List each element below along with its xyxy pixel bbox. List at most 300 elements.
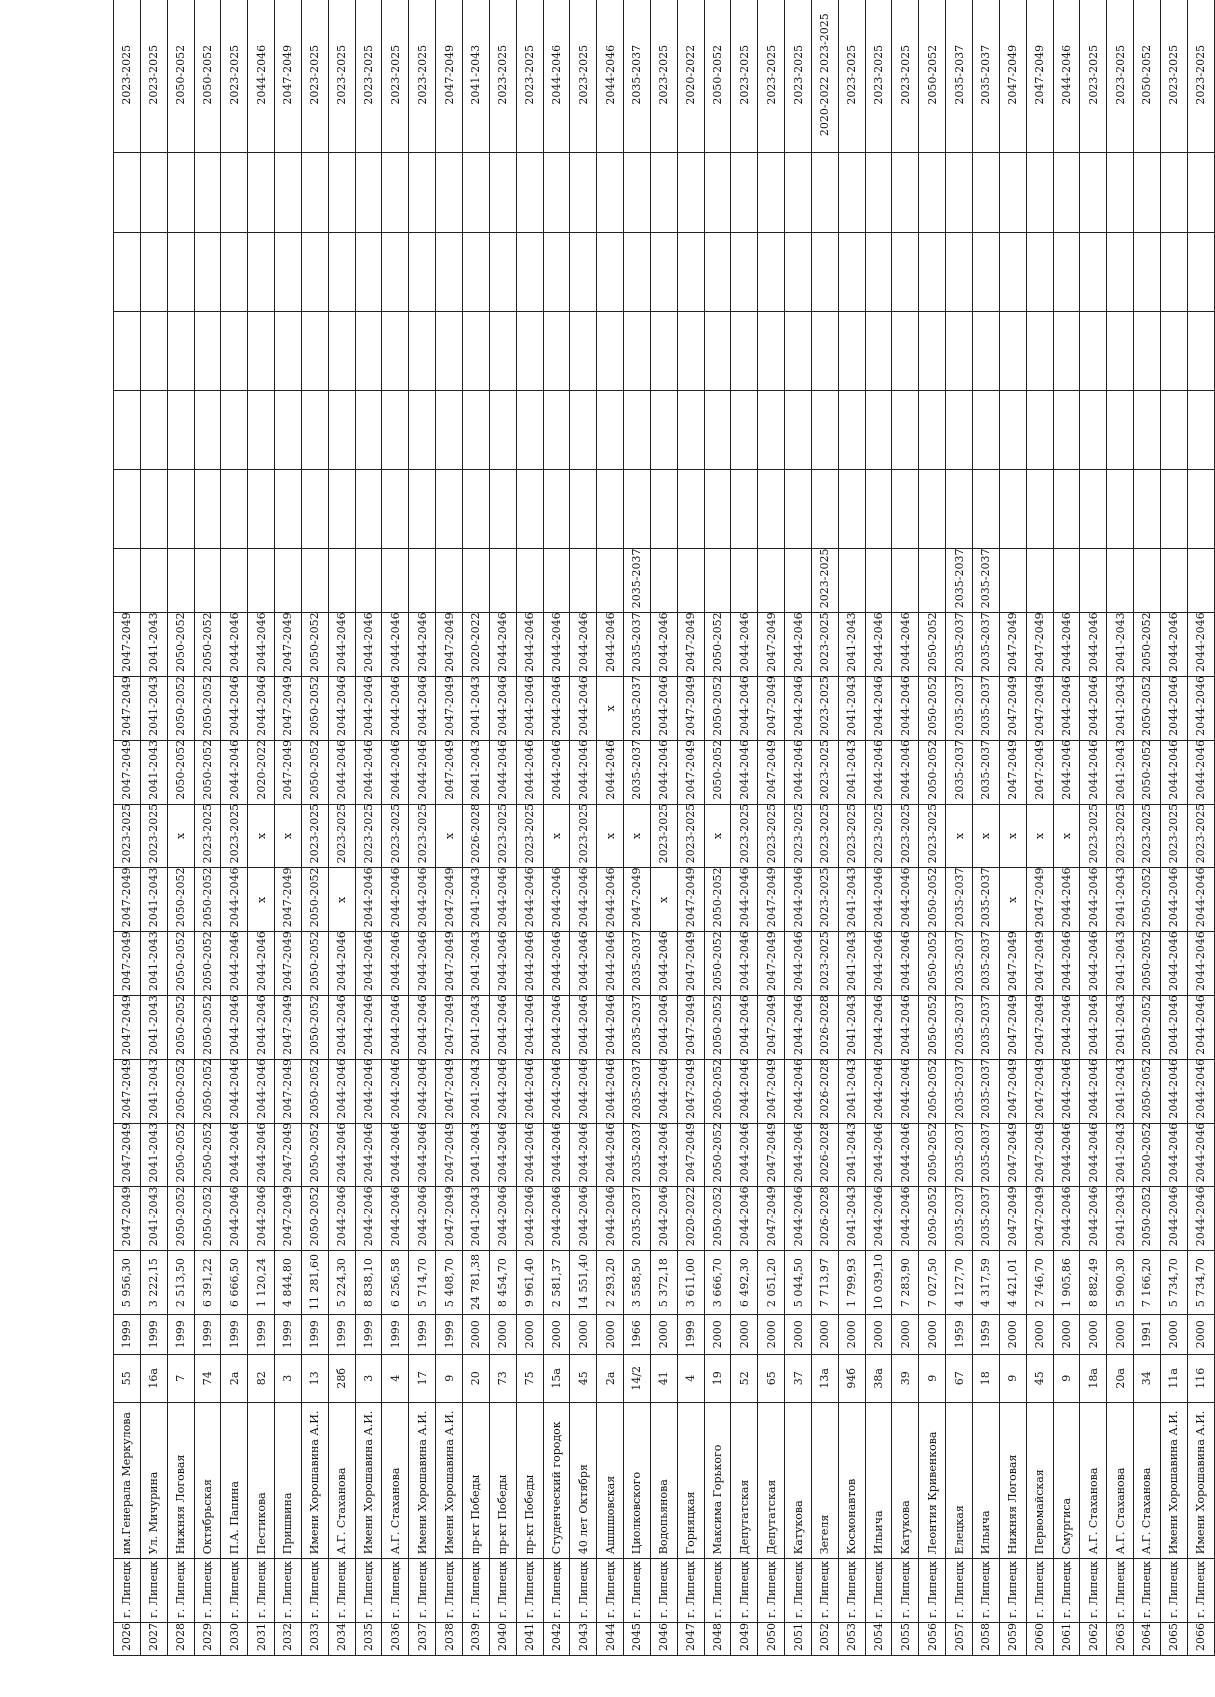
table-row (946, 0, 973, 1656)
period-cell-4: 2050-2052 (919, 996, 946, 1060)
period-cell-14 (301, 311, 328, 390)
period-cell-10: 2050-2052 (919, 613, 946, 677)
final-period-cell: 2023-2025 (114, 0, 141, 153)
period-cell-7: x (167, 804, 194, 868)
year-cell: 2000 (758, 1315, 785, 1355)
period-cell-16 (650, 153, 677, 232)
period-cell-9: 2044-2046 (382, 677, 409, 741)
street-cell: Ул. Мичурина (140, 1402, 167, 1558)
period-cell-9: 2041-2043 (838, 677, 865, 741)
period-cell-15 (677, 232, 704, 311)
year-cell: 1999 (436, 1315, 463, 1355)
period-cell-4: 2047-2049 (758, 996, 785, 1060)
period-cell-4: 2044-2046 (409, 996, 436, 1060)
final-period-cell: 2050-2052 (167, 0, 194, 153)
period-cell-12 (114, 470, 141, 549)
house-number-cell: 9 (1053, 1354, 1080, 1402)
area-cell: 2 746,70 (1026, 1251, 1053, 1315)
period-cell-3: 2041-2043 (140, 1059, 167, 1123)
period-cell-13 (436, 391, 463, 470)
period-cell-3: 2044-2046 (597, 1059, 624, 1123)
period-cell-4: 2044-2046 (570, 996, 597, 1060)
period-cell-2: 2044-2046 (516, 1123, 543, 1187)
area-cell: 4 127,70 (946, 1251, 973, 1315)
house-number-cell: 13 (301, 1354, 328, 1402)
period-cell-13 (167, 391, 194, 470)
row-number: 2028 (167, 1623, 194, 1656)
period-cell-10: 2041-2043 (140, 613, 167, 677)
period-cell-1: 2026-2028 (811, 1187, 838, 1251)
year-cell: 1999 (328, 1315, 355, 1355)
period-cell-12 (516, 470, 543, 549)
table-row (1053, 0, 1080, 1656)
period-cell-6: x (650, 868, 677, 932)
final-period-cell: 2023-2025 (1107, 0, 1134, 153)
period-cell-5: 2023-2025 (811, 932, 838, 996)
period-cell-7: 2023-2025 (919, 804, 946, 868)
period-cell-3: 2044-2046 (1053, 1059, 1080, 1123)
period-cell-6: x (328, 868, 355, 932)
period-cell-14 (489, 311, 516, 390)
final-period-cell: 2023-2025 (865, 0, 892, 153)
period-cell-2: 2044-2046 (328, 1123, 355, 1187)
period-cell-6: 2044-2046 (597, 868, 624, 932)
period-cell-2: 2050-2052 (1134, 1123, 1161, 1187)
house-number-cell: 18 (973, 1354, 1000, 1402)
period-cell-3: 2050-2052 (167, 1059, 194, 1123)
table-row (973, 0, 1000, 1656)
period-cell-12 (838, 470, 865, 549)
period-cell-5: 2041-2043 (140, 932, 167, 996)
period-cell-16 (946, 153, 973, 232)
period-cell-10: 2050-2052 (704, 613, 731, 677)
period-cell-3: 2044-2046 (650, 1059, 677, 1123)
period-cell-10: 2050-2052 (194, 613, 221, 677)
period-cell-13 (785, 391, 812, 470)
period-cell-16 (919, 153, 946, 232)
final-period-cell: 2035-2037 (973, 0, 1000, 153)
year-cell: 2000 (999, 1315, 1026, 1355)
row-number: 2031 (248, 1623, 275, 1656)
period-cell-8: 2044-2046 (221, 740, 248, 804)
period-cell-13 (570, 391, 597, 470)
period-cell-9: 2044-2046 (650, 677, 677, 741)
period-cell-11 (1160, 549, 1187, 613)
period-cell-1: 2050-2052 (1134, 1187, 1161, 1251)
area-cell: 4 844,80 (275, 1251, 302, 1315)
period-cell-8: 2035-2037 (946, 740, 973, 804)
period-cell-7: 2023-2025 (355, 804, 382, 868)
period-cell-16 (140, 153, 167, 232)
final-period-cell: 2041-2043 (462, 0, 489, 153)
period-cell-11 (650, 549, 677, 613)
final-period-cell: 2044-2046 (543, 0, 570, 153)
area-cell: 8 838,10 (355, 1251, 382, 1315)
row-number: 2065 (1160, 1623, 1187, 1656)
period-cell-1: 2047-2049 (114, 1187, 141, 1251)
row-number: 2033 (301, 1623, 328, 1656)
period-cell-5: 2050-2052 (919, 932, 946, 996)
period-cell-8: 2044-2046 (328, 740, 355, 804)
period-cell-14 (382, 311, 409, 390)
period-cell-7: 2023-2025 (194, 804, 221, 868)
period-cell-9: 2047-2049 (436, 677, 463, 741)
period-cell-7: 2023-2025 (1187, 804, 1214, 868)
period-cell-13 (462, 391, 489, 470)
period-cell-9: 2041-2043 (140, 677, 167, 741)
period-cell-15 (1026, 232, 1053, 311)
row-number: 2038 (436, 1623, 463, 1656)
area-cell: 4 421,01 (999, 1251, 1026, 1315)
period-cell-11 (436, 549, 463, 613)
period-cell-9: x (597, 677, 624, 741)
period-cell-13 (355, 391, 382, 470)
period-cell-5: 2044-2046 (785, 932, 812, 996)
period-cell-12 (731, 470, 758, 549)
period-cell-13 (140, 391, 167, 470)
period-cell-10: 2044-2046 (597, 613, 624, 677)
city-cell: г. Липецк (355, 1559, 382, 1623)
period-cell-3: 2041-2043 (838, 1059, 865, 1123)
period-cell-13 (248, 391, 275, 470)
period-cell-7: 2023-2025 (409, 804, 436, 868)
period-cell-4: 2041-2043 (462, 996, 489, 1060)
period-cell-11 (516, 549, 543, 613)
year-cell: 1999 (140, 1315, 167, 1355)
period-cell-11 (1107, 549, 1134, 613)
period-cell-4: 2050-2052 (704, 996, 731, 1060)
period-cell-11 (1026, 549, 1053, 613)
street-cell: Имени Хорошавина А.И. (1160, 1402, 1187, 1558)
period-cell-1: 2050-2052 (301, 1187, 328, 1251)
period-cell-10: 2047-2049 (275, 613, 302, 677)
period-cell-1: 2035-2037 (973, 1187, 1000, 1251)
period-cell-3: 2047-2049 (758, 1059, 785, 1123)
period-cell-5: 2044-2046 (516, 932, 543, 996)
street-cell: Нижняя Логовая (999, 1402, 1026, 1558)
house-number-cell: 4 (677, 1354, 704, 1402)
period-cell-12 (140, 470, 167, 549)
period-cell-11 (1134, 549, 1161, 613)
period-cell-2: 2047-2049 (114, 1123, 141, 1187)
city-cell: г. Липецк (946, 1559, 973, 1623)
year-cell: 1991 (1134, 1315, 1161, 1355)
housing-repair-schedule-table (113, 0, 1215, 1656)
period-cell-10: 2035-2037 (946, 613, 973, 677)
period-cell-2: 2044-2046 (355, 1123, 382, 1187)
street-cell: А.Г. Стаханова (1134, 1402, 1161, 1558)
period-cell-16 (1026, 153, 1053, 232)
period-cell-11 (785, 549, 812, 613)
period-cell-12 (355, 470, 382, 549)
house-number-cell: 20а (1107, 1354, 1134, 1402)
house-number-cell: 38а (865, 1354, 892, 1402)
period-cell-16 (570, 153, 597, 232)
year-cell: 1999 (248, 1315, 275, 1355)
period-cell-2: 2044-2046 (892, 1123, 919, 1187)
period-cell-15 (624, 232, 651, 311)
area-cell: 3 666,70 (704, 1251, 731, 1315)
rotated-table-page (113, 0, 1215, 1656)
final-period-cell: 2023-2025 (758, 0, 785, 153)
period-cell-2: 2047-2049 (758, 1123, 785, 1187)
period-cell-14 (140, 311, 167, 390)
period-cell-4: 2044-2046 (1080, 996, 1107, 1060)
period-cell-13 (811, 391, 838, 470)
period-cell-6: 2044-2046 (543, 868, 570, 932)
period-cell-2: 2044-2046 (1053, 1123, 1080, 1187)
period-cell-4: 2044-2046 (597, 996, 624, 1060)
area-cell: 7 713,97 (811, 1251, 838, 1315)
period-cell-15 (194, 232, 221, 311)
house-number-cell: 9 (436, 1354, 463, 1402)
street-cell: Имени Хорошавина А.И. (355, 1402, 382, 1558)
period-cell-4: 2026-2028 (811, 996, 838, 1060)
period-cell-5: 2047-2049 (677, 932, 704, 996)
period-cell-2: 2041-2043 (140, 1123, 167, 1187)
period-cell-7: 2023-2025 (114, 804, 141, 868)
period-cell-14 (1053, 311, 1080, 390)
period-cell-1: 2041-2043 (140, 1187, 167, 1251)
city-cell: г. Липецк (140, 1559, 167, 1623)
area-cell: 2 051,20 (758, 1251, 785, 1315)
street-cell: Первомайская (1026, 1402, 1053, 1558)
period-cell-6: 2044-2046 (1080, 868, 1107, 932)
period-cell-1: 2044-2046 (248, 1187, 275, 1251)
city-cell: г. Липецк (543, 1559, 570, 1623)
final-period-cell: 2047-2049 (999, 0, 1026, 153)
period-cell-6: 2050-2052 (1134, 868, 1161, 932)
period-cell-1: 2044-2046 (570, 1187, 597, 1251)
period-cell-4: 2050-2052 (1134, 996, 1161, 1060)
period-cell-15 (892, 232, 919, 311)
row-number: 2061 (1053, 1623, 1080, 1656)
period-cell-3: 2044-2046 (1187, 1059, 1214, 1123)
period-cell-8: 2044-2046 (650, 740, 677, 804)
period-cell-16 (1053, 153, 1080, 232)
period-cell-14 (677, 311, 704, 390)
period-cell-6: 2050-2052 (919, 868, 946, 932)
period-cell-1: 2044-2046 (1160, 1187, 1187, 1251)
period-cell-11 (140, 549, 167, 613)
year-cell: 2000 (731, 1315, 758, 1355)
period-cell-6: 2044-2046 (516, 868, 543, 932)
city-cell: г. Липецк (301, 1559, 328, 1623)
period-cell-11 (1053, 549, 1080, 613)
row-number: 2049 (731, 1623, 758, 1656)
final-period-cell: 2023-2025 (1080, 0, 1107, 153)
year-cell: 2000 (1080, 1315, 1107, 1355)
period-cell-9: 2047-2049 (275, 677, 302, 741)
period-cell-4: 2050-2052 (167, 996, 194, 1060)
street-cell: Катукова (785, 1402, 812, 1558)
table-row (1107, 0, 1134, 1656)
city-cell: г. Липецк (114, 1559, 141, 1623)
table-row (1134, 0, 1161, 1656)
period-cell-14 (704, 311, 731, 390)
period-cell-7: 2023-2025 (1160, 804, 1187, 868)
period-cell-14 (221, 311, 248, 390)
area-cell: 2 513,50 (167, 1251, 194, 1315)
period-cell-1: 2047-2049 (758, 1187, 785, 1251)
final-period-cell: 2047-2049 (1026, 0, 1053, 153)
row-number: 2043 (570, 1623, 597, 1656)
period-cell-4: 2044-2046 (355, 996, 382, 1060)
final-period-cell: 2023-2025 (785, 0, 812, 153)
period-cell-3: 2044-2046 (1160, 1059, 1187, 1123)
row-number: 2058 (973, 1623, 1000, 1656)
table-row (301, 0, 328, 1656)
area-cell: 2 293,20 (597, 1251, 624, 1315)
city-cell: г. Липецк (892, 1559, 919, 1623)
period-cell-1: 2044-2046 (543, 1187, 570, 1251)
street-cell: Циолковского (624, 1402, 651, 1558)
period-cell-1: 2050-2052 (919, 1187, 946, 1251)
period-cell-16 (1080, 153, 1107, 232)
street-cell: Депутатская (731, 1402, 758, 1558)
period-cell-11 (543, 549, 570, 613)
period-cell-5: 2041-2043 (1107, 932, 1134, 996)
period-cell-16 (275, 153, 302, 232)
period-cell-12 (570, 470, 597, 549)
table-row (570, 0, 597, 1656)
period-cell-8: 2050-2052 (194, 740, 221, 804)
area-cell: 8 454,70 (489, 1251, 516, 1315)
house-number-cell: 39 (892, 1354, 919, 1402)
period-cell-2: 2050-2052 (919, 1123, 946, 1187)
period-cell-5: 2047-2049 (275, 932, 302, 996)
street-cell: А.Г. Стаханова (1107, 1402, 1134, 1558)
period-cell-9: 2044-2046 (516, 677, 543, 741)
period-cell-5: 2044-2046 (865, 932, 892, 996)
period-cell-12 (221, 470, 248, 549)
period-cell-6: 2047-2049 (758, 868, 785, 932)
period-cell-4: 2050-2052 (194, 996, 221, 1060)
period-cell-13 (489, 391, 516, 470)
period-cell-13 (1107, 391, 1134, 470)
period-cell-15 (1160, 232, 1187, 311)
period-cell-11: 2035-2037 (946, 549, 973, 613)
period-cell-11 (462, 549, 489, 613)
period-cell-12 (919, 470, 946, 549)
period-cell-5: 2044-2046 (570, 932, 597, 996)
period-cell-11 (301, 549, 328, 613)
street-cell: Водопьянова (650, 1402, 677, 1558)
period-cell-4: 2044-2046 (543, 996, 570, 1060)
final-period-cell: 2023-2025 (838, 0, 865, 153)
period-cell-1: 2047-2049 (999, 1187, 1026, 1251)
period-cell-16 (973, 153, 1000, 232)
period-cell-8: 2041-2043 (1107, 740, 1134, 804)
period-cell-14 (167, 311, 194, 390)
house-number-cell: 20 (462, 1354, 489, 1402)
period-cell-3: 2050-2052 (919, 1059, 946, 1123)
period-cell-2: 2041-2043 (838, 1123, 865, 1187)
period-cell-15 (221, 232, 248, 311)
area-cell: 5 714,70 (409, 1251, 436, 1315)
period-cell-3: 2035-2037 (946, 1059, 973, 1123)
house-number-cell: 65 (758, 1354, 785, 1402)
period-cell-16 (167, 153, 194, 232)
period-cell-7: 2023-2025 (731, 804, 758, 868)
table-row (167, 0, 194, 1656)
period-cell-12 (275, 470, 302, 549)
period-cell-3: 2047-2049 (114, 1059, 141, 1123)
period-cell-15 (650, 232, 677, 311)
period-cell-7: x (999, 804, 1026, 868)
period-cell-10: 2044-2046 (355, 613, 382, 677)
area-cell: 7 027,50 (919, 1251, 946, 1315)
period-cell-16 (597, 153, 624, 232)
city-cell: г. Липецк (275, 1559, 302, 1623)
area-cell: 1 799,93 (838, 1251, 865, 1315)
period-cell-1: 2044-2046 (516, 1187, 543, 1251)
period-cell-11 (999, 549, 1026, 613)
row-number: 2064 (1134, 1623, 1161, 1656)
period-cell-12 (650, 470, 677, 549)
period-cell-10: 2044-2046 (1080, 613, 1107, 677)
period-cell-6: 2044-2046 (355, 868, 382, 932)
period-cell-7: x (1053, 804, 1080, 868)
period-cell-7: 2023-2025 (328, 804, 355, 868)
period-cell-12 (1187, 470, 1214, 549)
period-cell-2: 2047-2049 (1026, 1123, 1053, 1187)
row-number: 2062 (1080, 1623, 1107, 1656)
period-cell-15 (248, 232, 275, 311)
house-number-cell: 37 (785, 1354, 812, 1402)
house-number-cell: 73 (489, 1354, 516, 1402)
period-cell-2: 2035-2037 (946, 1123, 973, 1187)
city-cell: г. Липецк (167, 1559, 194, 1623)
period-cell-1: 2044-2046 (865, 1187, 892, 1251)
period-cell-2: 2047-2049 (677, 1123, 704, 1187)
table-row (838, 0, 865, 1656)
area-cell: 8 882,49 (1080, 1251, 1107, 1315)
city-cell: г. Липецк (1080, 1559, 1107, 1623)
city-cell: г. Липецк (382, 1559, 409, 1623)
period-cell-6: 2035-2037 (946, 868, 973, 932)
period-cell-11 (731, 549, 758, 613)
year-cell: 1999 (194, 1315, 221, 1355)
period-cell-9: 2023-2025 (811, 677, 838, 741)
period-cell-9: 2047-2049 (114, 677, 141, 741)
period-cell-8: 2044-2046 (570, 740, 597, 804)
period-cell-3: 2050-2052 (1134, 1059, 1161, 1123)
period-cell-8: 2044-2046 (1187, 740, 1214, 804)
period-cell-13 (892, 391, 919, 470)
period-cell-16 (114, 153, 141, 232)
period-cell-9: 2035-2037 (973, 677, 1000, 741)
final-period-cell: 2050-2052 (194, 0, 221, 153)
period-cell-15 (436, 232, 463, 311)
period-cell-13 (301, 391, 328, 470)
house-number-cell: 74 (194, 1354, 221, 1402)
period-cell-15 (758, 232, 785, 311)
period-cell-12 (1026, 470, 1053, 549)
period-cell-14 (409, 311, 436, 390)
period-cell-8: 2050-2052 (301, 740, 328, 804)
period-cell-6: 2044-2046 (409, 868, 436, 932)
street-cell: П.А. Папина (221, 1402, 248, 1558)
city-cell: г. Липецк (838, 1559, 865, 1623)
period-cell-10: 2050-2052 (167, 613, 194, 677)
year-cell: 2000 (597, 1315, 624, 1355)
area-cell: 6 391,22 (194, 1251, 221, 1315)
table-row (1187, 0, 1214, 1656)
house-number-cell: 45 (1026, 1354, 1053, 1402)
period-cell-12 (758, 470, 785, 549)
row-number: 2055 (892, 1623, 919, 1656)
